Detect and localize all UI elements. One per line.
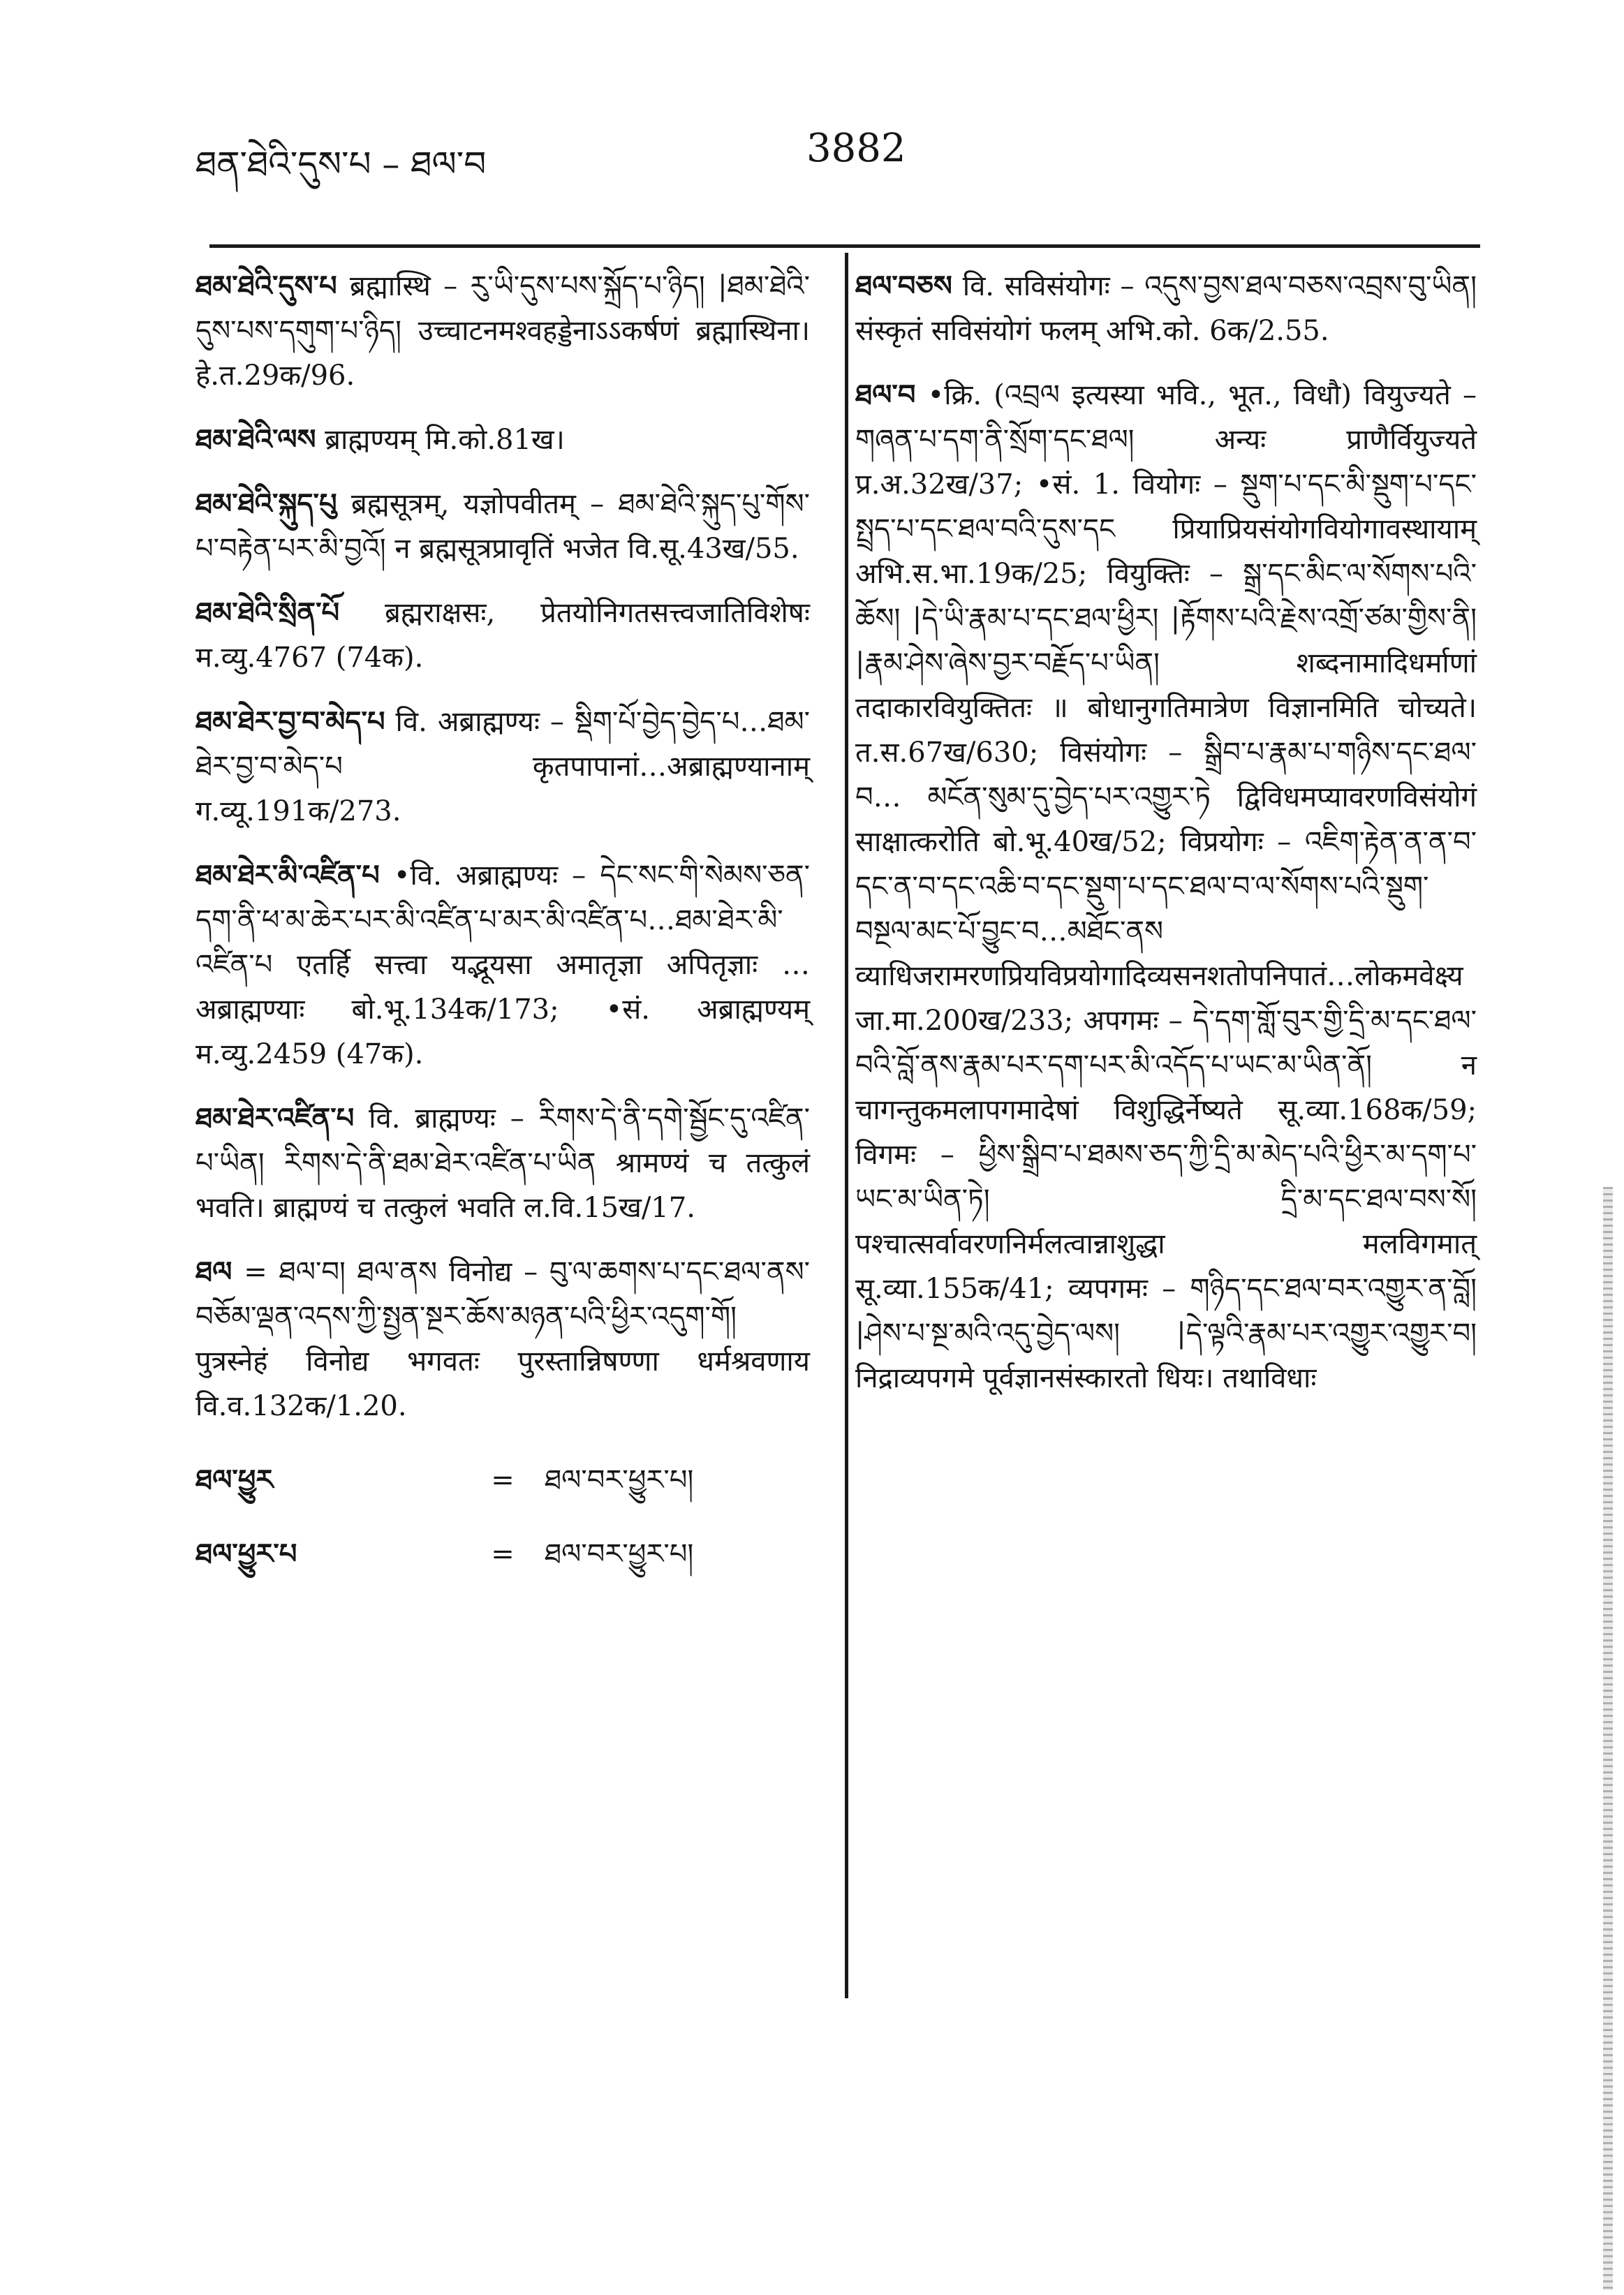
cross-reference-row	[195, 1458, 810, 1503]
entry-headword: ཐམ་ཐེའི་དུས་པ	[195, 270, 337, 302]
dictionary-entry	[195, 264, 810, 398]
entry-body: •क्रि. (འབྲལ इत्यस्या भवि., भूत., विधौ) वियुज्यते – གཞན་པ་དག་ནི་སྲོག་དང་ཐལ། अन्यः प्राणैर्वियुज्यते प्र.अ.32ख/37; •सं. 1. वियोगः – སྡུག་པ་དང་མི་སྡུག་པ་དང་སྤྲད་པ་དང་ཐལ་བའི་དུས་དང प्रियाप्रियसंयोगवियोगावस्थायाम् अभि.स.भा.19क/25; वियुक्तिः – སྒྲ་དང་མིང་ལ་སོགས་པའི་ཆོས། |དེ་ཡི་རྣམ་པ་དང་ཐལ་ཕྱིར། |རྟོགས་པའི་རྗེས་འགྲོ་ཙམ་གྱིས་ནི། |རྣམ་ཤེས་ཞེས་བྱར་བརྗོད་པ་ཡིན། शब्दनामादिधर्माणां तदाकारवियुक्तितः ॥ बोधानुगतिमात्रेण विज्ञानमिति चोच्यते। त.स.67ख/630; विसंयोगः – སྒྲིབ་པ་རྣམ་པ་གཉིས་དང་ཐལ་བ… མངོན་སུམ་དུ་བྱེད་པར་འགྱུར་ཏེ द्विविधमप्यावरणविसंयोगं साक्षात्करोति बो.भू.40ख/52; विप्रयोगः – འཇིག་རྟེན་ན་ན་བ་དང་ན་བ་དང་འཆི་བ་དང་སྡུག་པ་དང་ཐལ་བ་ལ་སོགས་པའི་སྡུག་བསྔལ་མང་པོ་བྱུང་བ…མཐོང་ནས व्याधिजरामरणप्रियविप्रयोगादिव्यसनशतोपनिपातं…लोकमवेक्ष्य जा.मा.200ख/233; अपगमः – དེ་དག་གློ་བུར་གྱི་དྲི་མ་དང་ཐལ་བའི་བློ་ནས་རྣམ་པར་དག་པར་མི་འདོད་པ་ཡང་མ་ཡིན་ནོ། न चागन्तुकमलापगमादेषां विशुद्धिर्नेष्यते सू.व्या.168क/59; विगमः – ཕྱིས་སྒྲིབ་པ་ཐམས་ཅད་ཀྱི་དྲི་མ་མེད་པའི་ཕྱིར་མ་དག་པ་ཡང་མ་ཡིན་ཏེ། དྲི་མ་དང་ཐལ་བས་སོ། पश्चात्सर्वावरणनिर्मलत्वान्नाशुद्धा मलविगमात् सू.व्या.155क/41; व्यपगमः – གཉིད་དང་ཐལ་བར་འགྱུར་ན་བློ། |ཤེས་པ་སྔ་མའི་འདུ་བྱེད་ལས། |དེ་ལྟའི་རྣམ་པར་འགྱུར་འགྱུར་བ། निद्राव्यपगमे पूर्वज्ञानसंस्कारतो धियः। तथाविधाः	[855, 379, 1477, 1394]
dictionary-entry	[855, 264, 1477, 353]
right-column	[855, 264, 1477, 1420]
xref-term: ཐལ་ཕྱུར	[195, 1463, 274, 1496]
xref-target: ཐལ་བར་ཕྱུར་པ།	[545, 1538, 694, 1570]
entry-body: •वि. अब्राह्मण्यः – དེང་སང་གི་སེམས་ཅན་དག་ནི་ཕ་མ་ཆེར་པར་མི་འཛིན་པ་མར་མི་འཛིན་པ…ཐམ་ཐེར་མི་འཛིན་པ एतर्हि सत्त्वा यद्भूयसा अमातृज्ञा अपितृज्ञाः … अब्राह्मण्याः बो.भू.134क/173; •सं. अब्राह्मण्यम् म.व्यु.2459 (47क).	[195, 859, 810, 1070]
entry-headword: ཐམ་ཐེར་འཛིན་པ	[195, 1102, 355, 1135]
dictionary-entry	[195, 418, 810, 462]
entry-headword: ཐམ་ཐེའི་སྐུད་པུ	[195, 487, 337, 520]
xref-term: ཐལ་ཕྱུར་པ	[195, 1537, 297, 1570]
dictionary-entry	[195, 482, 810, 571]
entry-headword: ཐལ་བཅས	[855, 270, 952, 302]
header-rule	[209, 244, 1480, 248]
xref-target: ཐལ་བར་ཕྱུར་པ།	[545, 1464, 694, 1496]
page-number: 3882	[806, 126, 906, 171]
entry-body: वि. अब्राह्मण्यः – སྡིག་པོ་བྱེད་བྱེད་པ…ཐམ་ཐེར་བྱ་བ་མེད་པ कृतपापानां…अब्राह्मण्यानाम् ग.व्यू.191क/273.	[195, 706, 810, 827]
entry-body: वि. सविसंयोगः – འདུས་བྱས་ཐལ་བཅས་འབྲས་བུ་ཡིན། संस्कृतं सविसंयोगं फलम् अभि.को. 6क/2.55.	[855, 270, 1477, 347]
dictionary-entry	[195, 1250, 810, 1429]
dictionary-entry	[195, 853, 810, 1077]
entry-body: ब्रह्मराक्षसः, प्रेतयोनिगतसत्त्वजातिविशेषः म.व्यु.4767 (74क).	[195, 597, 810, 674]
entry-body: वि. ब्राह्मण्यः – རིགས་དེ་ནི་དགེ་སྦྱོང་དུ་འཛིན་པ་ཡིན། རིགས་དེ་ནི་ཐམ་ཐེར་འཛིན་པ་ཡིན श्रामण्यं च तत्कुलं भवति। ब्राह्मण्यं च तत्कुलं भवति ल.वि.15ख/17.	[195, 1102, 810, 1224]
cross-reference-row	[195, 1532, 810, 1577]
scan-edge-artifact	[1603, 1187, 1613, 2290]
entry-headword: ཐམ་ཐེར་མི་འཛིན་པ	[195, 859, 380, 892]
entry-headword: ཐལ	[195, 1255, 232, 1288]
equals-sign: =	[491, 1538, 515, 1570]
running-header: ཐན་ཐེའི་དུས་པ – ཐལ་བ	[195, 144, 487, 184]
equals-sign: =	[491, 1464, 515, 1496]
entry-body: = ཐལ་བ། ཐལ་ནས विनोद्य – བུ་ལ་ཆགས་པ་དང་ཐལ་ནས་བཅོམ་ལྡན་འདས་ཀྱི་སྤྱན་སྔར་ཆོས་མཉན་པའི་ཕྱིར་འདུག་གོ། पुत्रस्नेहं विनोद्य भगवतः पुरस्तान्निषण्णा धर्मश्रवणाय वि.व.132क/1.20.	[195, 1256, 810, 1422]
entry-body: ब्रह्मसूत्रम्, यज्ञोपवीतम् – ཐམ་ཐེའི་སྐུད་པུ་གོས་པ་བརྟེན་པར་མི་བྱའོ། न ब्रह्मसूत्रप्रावृतिं भजेत वि.सू.43ख/55.	[195, 488, 810, 565]
entry-headword: ཐམ་ཐེའི་ལས	[195, 423, 316, 456]
dictionary-entry	[195, 1096, 810, 1230]
entry-headword: ཐམ་ཐེར་བྱ་བ་མེད་པ	[195, 705, 385, 738]
entry-headword: ཐམ་ཐེའི་སྲིན་པོ	[195, 596, 340, 629]
entry-body: ब्राह्मण्यम् मि.को.81ख।	[325, 424, 565, 456]
column-divider	[845, 253, 848, 1998]
left-column	[195, 264, 810, 1595]
dictionary-entry	[195, 591, 810, 680]
dictionary-entry	[855, 373, 1477, 1401]
entry-headword: ཐལ་བ	[855, 378, 916, 411]
entry-body: ब्रह्मास्थि – རུ་ཡི་དུས་པས་སྐྲོད་པ་ཉིད། |ཐམ་ཐེའི་དུས་པས་དགུག་པ་ཉིད། उच्चाटनमश्वहड्डेनाऽऽकर्षणं ब्रह्मास्थिना। हे.त.29क/96.	[195, 270, 810, 392]
dictionary-entry	[195, 700, 810, 834]
